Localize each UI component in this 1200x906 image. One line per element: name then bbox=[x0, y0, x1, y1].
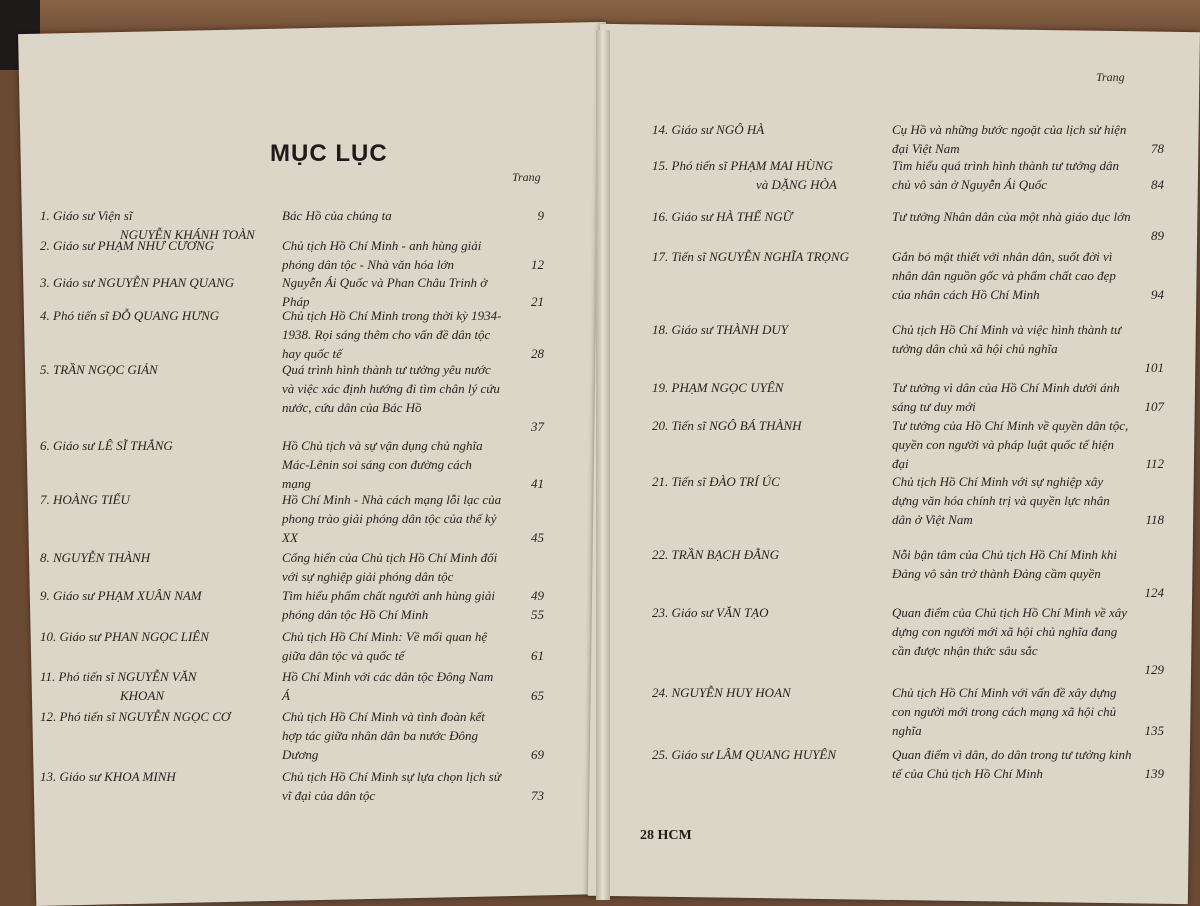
toc-entry-title: Tư tưởng vì dân của Hồ Chí Minh dưới ánh sáng tư duy mới bbox=[892, 380, 1120, 414]
toc-entry-author: 10. Giáo sư PHAN NGỌC LIÊN bbox=[40, 629, 209, 644]
page-column-label-right: Trang bbox=[1096, 70, 1125, 84]
toc-entry-author bbox=[40, 667, 196, 705]
toc-entry-title: Bác Hồ của chúng ta bbox=[282, 208, 392, 223]
toc-entry-title: Quan điểm vì dân, do dân trong tư tưởng kinh tế của Chủ tịch Hồ Chí Minh bbox=[892, 747, 1132, 781]
toc-entry-author: 19. PHẠM NGỌC UYÊN bbox=[652, 380, 784, 395]
toc-entry-page-number: 78 bbox=[1151, 141, 1164, 156]
toc-entry-title: Hồ Chí Minh với các dân tộc Đông Nam Á bbox=[282, 669, 494, 703]
toc-entry-page-number: 65 bbox=[531, 688, 544, 703]
toc-entry-author: 4. Phó tiến sĩ ĐỖ QUANG HƯNG bbox=[40, 308, 220, 323]
toc-entry-author-line: NGUYỄN KHÁNH TOÀN bbox=[120, 227, 255, 242]
toc-entry-author: 24. NGUYỄN HUY HOAN bbox=[652, 685, 791, 700]
toc-entry-author: 7. HOÀNG TIẾU bbox=[40, 492, 130, 507]
toc-entry-title: Chủ tịch Hồ Chí Minh - anh hùng giải phóng dân tộc - Nhà văn hóa lớn bbox=[282, 238, 482, 272]
toc-entry-author: 13. Giáo sư KHOA MINH bbox=[40, 769, 176, 784]
toc-entry-page-number: 37 bbox=[531, 419, 544, 434]
toc-entry-title: Nỗi bận tâm của Chủ tịch Hồ Chí Minh khi Đảng vô sản trở thành Đảng cầm quyền bbox=[892, 547, 1117, 581]
toc-entry-title: Tư tưởng của Hồ Chí Minh về quyền dân tộc, quyền con người và pháp luật quốc tế hiện đại bbox=[892, 418, 1129, 471]
toc-entry-page-number: 21 bbox=[531, 294, 544, 309]
toc-entry-author: 16. Giáo sư HÀ THẾ NGỮ bbox=[652, 209, 793, 224]
toc-entry-title: Nguyễn Ái Quốc và Phan Châu Trinh ở Pháp bbox=[282, 275, 488, 309]
toc-entry-title: Chủ tịch Hồ Chí Minh trong thời kỳ 1934-1938. Rọi sáng thêm cho vấn đề dân tộc hay quốc tế bbox=[282, 308, 502, 361]
toc-entry-author: 21. Tiến sĩ ĐÀO TRÍ ÚC bbox=[652, 474, 780, 489]
toc-entry-author-line: và DẶNG HÒA bbox=[756, 177, 837, 192]
toc-entry-page-number: 55 bbox=[531, 607, 544, 622]
toc-entry-page-number: 124 bbox=[1144, 585, 1164, 600]
toc-entry-title: Chủ tịch Hồ Chí Minh với sự nghiệp xây dựng văn hóa chính trị và quyền lực nhân dân ở Việt Nam bbox=[892, 474, 1110, 527]
toc-entry-page-number: 135 bbox=[1144, 723, 1164, 738]
toc-entry-author-line: KHOAN bbox=[120, 688, 165, 703]
toc-entry-title: Cụ Hồ và những bước ngoặt của lịch sử hiện đại Việt Nam bbox=[892, 122, 1127, 156]
toc-entry-page-number: 112 bbox=[1145, 456, 1164, 471]
toc-entry-author: 25. Giáo sư LÂM QUANG HUYÊN bbox=[652, 747, 837, 762]
toc-entry-page-number: 139 bbox=[1144, 766, 1164, 781]
toc-entry-title: Quan điểm của Chủ tịch Hồ Chí Minh về xây dựng con người mới xã hội chủ nghĩa đang cần được nhận thức sâu sắc bbox=[892, 605, 1128, 658]
toc-entry-author: 2. Giáo sư PHẠM NHƯ CƯƠNG bbox=[40, 238, 215, 253]
toc-entry-page-number: 118 bbox=[1145, 512, 1164, 527]
toc-entry-title: Cống hiến của Chủ tịch Hồ Chí Minh đối với sự nghiệp giải phóng dân tộc bbox=[282, 550, 498, 584]
toc-entry-title: Gắn bó mật thiết với nhân dân, suốt đời vì nhân dân nguồn gốc và phẩm chất cao đẹp của nhân cách Hồ Chí Minh bbox=[892, 249, 1116, 302]
toc-entry-title: Chủ tịch Hồ Chí Minh với vấn đề xây dựng con người mới trong cách mạng xã hội chủ nghĩa bbox=[892, 685, 1117, 738]
toc-entry-title: Quá trình hình thành tư tưởng yêu nước và việc xác định hướng đi tìm chân lý cứu nước, cứu dân của Bác Hồ bbox=[282, 362, 500, 415]
toc-entry-page-number: 94 bbox=[1151, 287, 1164, 302]
toc-entry-page-number: 129 bbox=[1144, 662, 1164, 677]
toc-entry-page-number: 107 bbox=[1144, 399, 1164, 414]
toc-entry-title: Hồ Chủ tịch và sự vận dụng chủ nghĩa Mác-Lênin soi sáng con đường cách mạng bbox=[282, 438, 483, 491]
toc-entry-author-line: 1. Giáo sư Viện sĩ bbox=[40, 208, 133, 223]
page-footer-code: 28 HCM bbox=[640, 828, 692, 843]
toc-entry-title: Chủ tịch Hồ Chí Minh và việc hình thành tư tưởng dân chủ xã hội chủ nghĩa bbox=[892, 322, 1122, 356]
toc-entry-page-number: 49 bbox=[531, 588, 544, 603]
toc-entry-author: 12. Phó tiến sĩ NGUYỄN NGỌC CƠ bbox=[40, 709, 231, 724]
toc-entry-author-line: 11. Phó tiến sĩ NGUYỄN VĂN bbox=[40, 669, 197, 684]
toc-entry-author: 3. Giáo sư NGUYỄN PHAN QUANG bbox=[40, 275, 235, 290]
book-spine bbox=[596, 30, 610, 900]
toc-entry-author: 14. Giáo sư NGÔ HÀ bbox=[652, 122, 765, 137]
toc-entry-page-number: 45 bbox=[531, 530, 544, 545]
page-column-label-left: Trang bbox=[512, 170, 541, 184]
toc-entry-author: 22. TRẦN BẠCH ĐẰNG bbox=[652, 547, 780, 562]
toc-entry-page-number: 69 bbox=[531, 747, 544, 762]
toc-entry-title: Tư tưởng Nhân dân của một nhà giáo dục lớn bbox=[892, 209, 1131, 224]
toc-entry-title: Tìm hiểu phẩm chất người anh hùng giải phóng dân tộc Hồ Chí Minh bbox=[282, 588, 495, 622]
toc-entry-page-number: 41 bbox=[531, 476, 544, 491]
toc-entry-title: Chủ tịch Hồ Chí Minh và tình đoàn kết hợp tác giữa nhân dân ba nước Đông Dương bbox=[282, 709, 485, 762]
toc-entry-author bbox=[652, 156, 837, 194]
toc-entry-page-number: 84 bbox=[1151, 177, 1164, 192]
toc-entry-author: 20. Tiến sĩ NGÔ BÁ THÀNH bbox=[652, 418, 802, 433]
toc-entry-page-number: 9 bbox=[537, 208, 544, 223]
toc-entry-page-number: 61 bbox=[531, 648, 544, 663]
toc-entry-author: 17. Tiến sĩ NGUYỄN NGHĨA TRỌNG bbox=[652, 249, 849, 264]
toc-entry-title: Hồ Chí Minh - Nhà cách mạng lỗi lạc của phong trào giải phóng dân tộc của thế kỷ XX bbox=[282, 492, 502, 545]
toc-entry-author: 9. Giáo sư PHẠM XUÂN NAM bbox=[40, 588, 202, 603]
toc-entry-page-number: 12 bbox=[531, 257, 544, 272]
toc-entry-title: Tìm hiểu quá trình hình thành tư tưởng dân chủ vô sản ở Nguyễn Ái Quốc bbox=[892, 158, 1119, 192]
toc-entry-author-line: 15. Phó tiến sĩ PHẠM MAI HÙNG bbox=[652, 158, 833, 173]
toc-entry-author: 6. Giáo sư LÊ SĨ THẮNG bbox=[40, 438, 173, 453]
toc-entry-page-number: 101 bbox=[1144, 360, 1164, 375]
toc-entry-page-number: 73 bbox=[531, 788, 544, 803]
toc-entry-author: 5. TRẦN NGỌC GIẢN bbox=[40, 362, 158, 377]
toc-title: MỤC LỤC bbox=[270, 140, 388, 167]
toc-entry-title: Chủ tịch Hồ Chí Minh: Về mối quan hệ giữa dân tộc và quốc tế bbox=[282, 629, 488, 663]
toc-entry-title: Chủ tịch Hồ Chí Minh sự lựa chọn lịch sử vĩ đại của dân tộc bbox=[282, 769, 501, 803]
toc-entry-page-number: 89 bbox=[1151, 228, 1164, 243]
toc-entry-author: 8. NGUYỄN THÀNH bbox=[40, 550, 151, 565]
toc-entry-author: 18. Giáo sư THÀNH DUY bbox=[652, 322, 789, 337]
toc-entry-author: 23. Giáo sư VĂN TẠO bbox=[652, 605, 769, 620]
toc-entry-page-number: 28 bbox=[531, 346, 544, 361]
